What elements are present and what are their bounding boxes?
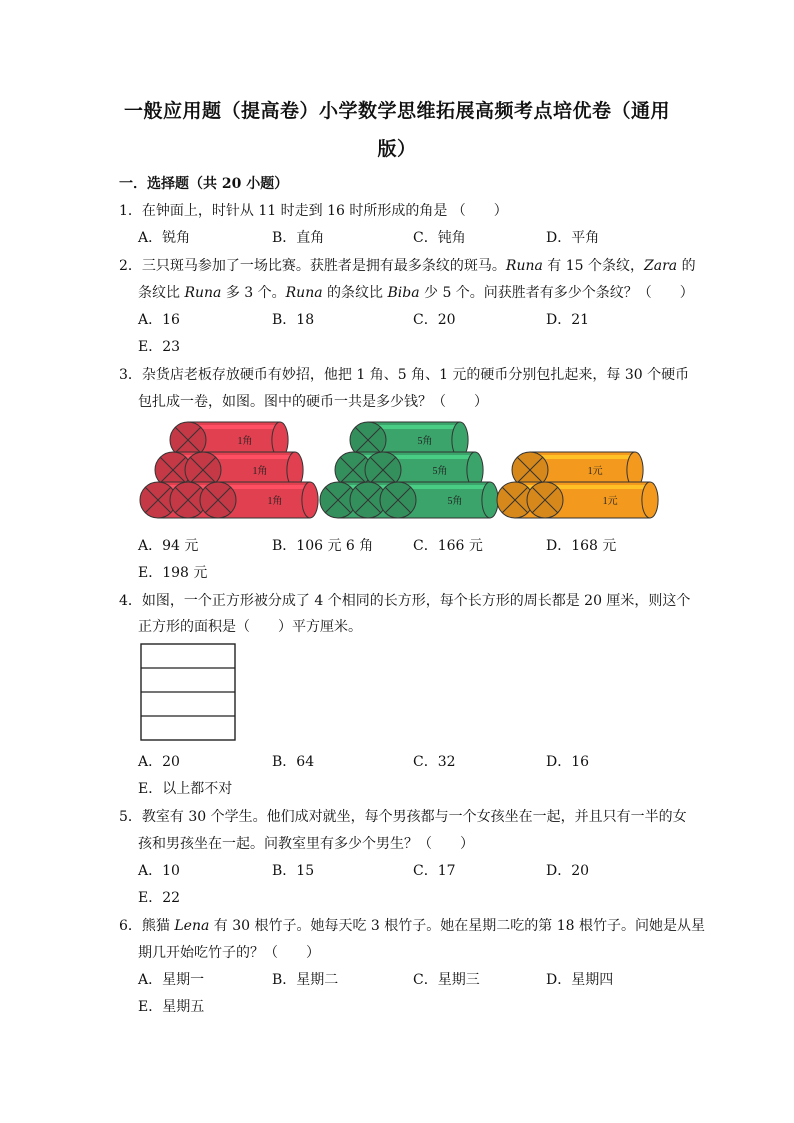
q1-option-b[interactable]: B．直角	[272, 230, 325, 246]
five-jiao-roll-3-label: 5角	[432, 466, 448, 477]
q5-option-d[interactable]: D．20	[546, 863, 590, 879]
coin-rolls-5-jiao	[320, 422, 498, 518]
q2-option-a[interactable]: A．16	[138, 312, 180, 328]
one-jiao-roll-3-label: 1角	[252, 466, 268, 477]
question-2-text-line-1: 2．三只斑马参加了一场比赛。获胜者是拥有最多条纹的斑马。Runa 有 15 个条纹，Zara 的	[119, 258, 696, 274]
q5-option-e[interactable]: E．22	[138, 890, 181, 906]
q3-option-c[interactable]: C．166 元	[413, 538, 483, 554]
q4-option-e[interactable]: E．以上都不对	[138, 781, 233, 797]
coin-rolls-figure	[135, 418, 655, 528]
q1-option-a[interactable]: A．锐角	[138, 230, 191, 246]
q3-option-a[interactable]: A．94 元	[138, 538, 199, 554]
q3-option-b[interactable]: B．106 元 6 角	[272, 538, 374, 554]
question-3-text-line-1: 3．杂货店老板存放硬币有妙招，他把 1 角、5 角、1 元的硬币分别包扎起来，每 30 个硬币	[119, 367, 690, 383]
q5-option-a[interactable]: A．10	[138, 863, 180, 879]
five-jiao-roll-6	[380, 482, 498, 518]
q2-option-d[interactable]: D．21	[546, 312, 590, 328]
question-2-text-line-2: 条纹比 Runa 多 3 个。Runa 的条纹比 Biba 少 5 个。问获胜者有多少个条纹？（ ）	[138, 285, 694, 301]
q4-option-c[interactable]: C．32	[413, 754, 456, 770]
q2-option-e[interactable]: E．23	[138, 339, 181, 355]
five-jiao-roll-1-label: 5角	[417, 436, 433, 447]
question-4-text-line-1: 4．如图，一个正方形被分成了 4 个相同的长方形，每个长方形的周长都是 20 厘米，则这个	[119, 593, 691, 609]
one-jiao-roll-1-label: 1角	[237, 436, 253, 447]
one-yuan-roll-1-label: 1元	[587, 466, 603, 477]
question-5-text-line-2: 孩和男孩坐在一起。问教室里有多少个男生？（ ）	[138, 836, 474, 852]
question-6-text-line-2: 期几开始吃竹子的？（ ）	[138, 945, 320, 961]
square-diagram	[140, 643, 236, 741]
question-6-text-line-1: 6．熊猫 Lena 有 30 根竹子。她每天吃 3 根竹子。她在星期二吃的第 18 根竹子。问她是从星	[119, 918, 705, 934]
coin-rolls-1-yuan	[497, 452, 658, 518]
question-4-text-line-2: 正方形的面积是（ ）平方厘米。	[138, 619, 362, 635]
q4-option-d[interactable]: D．16	[546, 754, 590, 770]
one-jiao-roll-6-label: 1角	[267, 496, 283, 507]
section-heading: 一．选择题（共 20 小题）	[119, 176, 289, 192]
q6-option-d[interactable]: D．星期四	[546, 972, 614, 988]
question-3-text-line-2: 包扎成一卷，如图。图中的硬币一共是多少钱？（ ）	[138, 394, 488, 410]
q3-option-d[interactable]: D．168 元	[546, 538, 617, 554]
q6-option-a[interactable]: A．星期一	[138, 972, 205, 988]
q3-option-e[interactable]: E．198 元	[138, 565, 208, 581]
one-yuan-roll-3	[527, 482, 658, 518]
coin-rolls-1-jiao	[140, 422, 318, 518]
q2-option-b[interactable]: B．18	[272, 312, 315, 328]
question-5-text-line-1: 5．教室有 30 个学生。他们成对就坐，每个男孩都与一个女孩坐在一起，并且只有一半的女	[119, 809, 687, 825]
five-jiao-roll-6-label: 5角	[447, 496, 463, 507]
q6-option-e[interactable]: E．星期五	[138, 999, 205, 1015]
q5-option-c[interactable]: C．17	[413, 863, 456, 879]
one-jiao-roll-6	[200, 482, 318, 518]
q1-option-d[interactable]: D．平角	[546, 230, 600, 246]
question-1-text: 1．在钟面上，时针从 11 时走到 16 时所形成的角是 （ ）	[119, 203, 508, 219]
title-line-2: 版）	[377, 138, 417, 160]
one-yuan-roll-3-label: 1元	[602, 496, 618, 507]
q2-option-c[interactable]: C．20	[413, 312, 456, 328]
q4-option-b[interactable]: B．64	[272, 754, 315, 770]
q6-option-b[interactable]: B．星期二	[272, 972, 339, 988]
q6-option-c[interactable]: C．星期三	[413, 972, 480, 988]
q1-option-c[interactable]: C．钝角	[413, 230, 466, 246]
title-line-1: 一般应用题（提高卷）小学数学思维拓展高频考点培优卷（通用	[123, 100, 670, 122]
q5-option-b[interactable]: B．15	[272, 863, 315, 879]
q4-option-a[interactable]: A．20	[138, 754, 180, 770]
